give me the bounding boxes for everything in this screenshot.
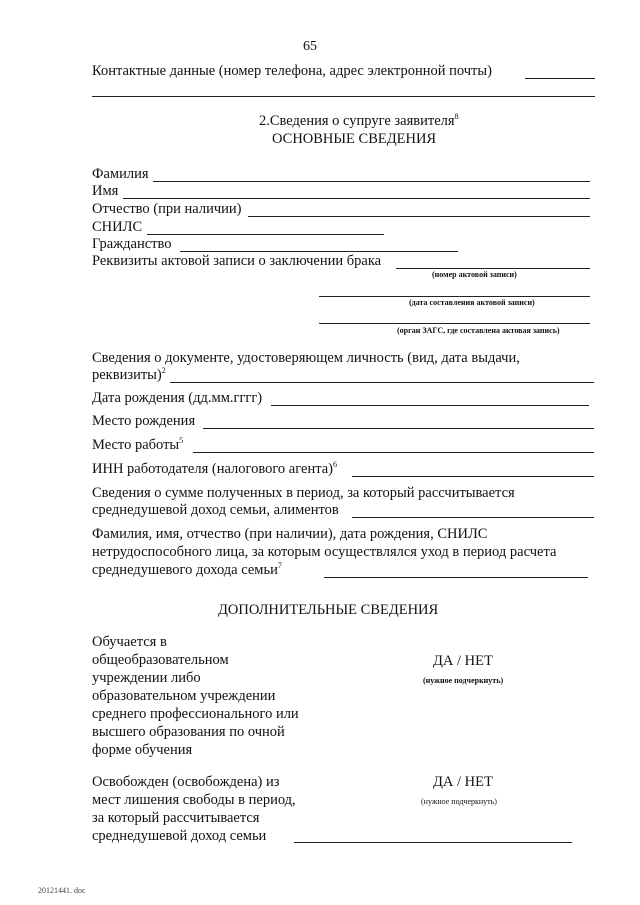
birth-place-label: Место рождения — [92, 413, 196, 429]
name-field[interactable] — [123, 198, 590, 199]
prison-line: среднедушевой доход семьи — [92, 828, 267, 844]
birth-date-field[interactable] — [271, 405, 589, 406]
workplace-field[interactable] — [193, 452, 594, 453]
section-title: 2.Сведения о супруге заявителя$^8$ — [259, 112, 459, 129]
snils-label: СНИЛС — [92, 219, 143, 235]
birth-date-label: Дата рождения (дд.мм.гггг) — [92, 390, 263, 406]
additional-heading: ДОПОЛНИТЕЛЬНЫЕ СВЕДЕНИЯ — [218, 602, 439, 618]
footer-filename: 20121441. doc — [38, 886, 86, 895]
name-label: Имя — [92, 183, 119, 199]
prison-line: Освобожден (освобождена) из — [92, 774, 280, 790]
basic-heading: ОСНОВНЫЕ СВЕДЕНИЯ — [272, 131, 437, 147]
care-label-2: нетрудоспособного лица, за которым осуществлялся уход в период расчета — [92, 544, 557, 560]
surname-field[interactable] — [153, 181, 590, 182]
employer-inn-field[interactable] — [352, 476, 594, 477]
care-label-1: Фамилия, имя, отчество (при наличии), дата рождения, СНИЛС — [92, 526, 488, 542]
patronymic-field[interactable] — [248, 216, 590, 217]
record-number-field[interactable] — [396, 268, 590, 269]
identity-doc-field[interactable] — [170, 382, 594, 383]
contact-label: Контактные данные (номер телефона, адрес электронной почты) — [92, 63, 492, 79]
study-line: образовательном учреждении — [92, 688, 276, 704]
identity-doc-label-1: Сведения о документе, удостоверяющем личность (вид, дата выдачи, — [92, 350, 520, 366]
prison-field[interactable] — [294, 842, 572, 843]
study-line: среднего профессионального или — [92, 706, 299, 722]
record-date-field[interactable] — [319, 296, 590, 297]
study-line: учреждении либо — [92, 670, 201, 686]
alimony-field[interactable] — [352, 517, 594, 518]
birth-place-field[interactable] — [203, 428, 594, 429]
identity-doc-label-2: реквизиты)$^2$ — [92, 366, 166, 383]
alimony-label-2: среднедушевой доход семьи, алиментов — [92, 502, 339, 518]
patronymic-label: Отчество (при наличии) — [92, 201, 242, 217]
contact-field-line-2[interactable] — [92, 96, 595, 97]
workplace-label: Место работы$^5$ — [92, 436, 184, 453]
study-answer[interactable]: ДА / НЕТ — [433, 653, 493, 669]
alimony-label-1: Сведения о сумме полученных в период, за который рассчитывается — [92, 485, 515, 501]
contact-field-line-1[interactable] — [525, 78, 595, 79]
record-number-hint: (номер актовой записи) — [432, 270, 517, 279]
marriage-record-label: Реквизиты актовой записи о заключении брака — [92, 253, 382, 269]
prison-hint: (нужное подчеркнуть) — [421, 797, 497, 806]
record-date-hint: (дата составления актовой записи) — [409, 298, 535, 307]
page-number: 65 — [303, 39, 317, 54]
study-line: высшего образования по очной — [92, 724, 285, 740]
record-authority-field[interactable] — [319, 323, 590, 324]
care-label-3: среднедушевого дохода семьи$^7$ — [92, 561, 282, 578]
employer-inn-label: ИНН работодателя (налогового агента)$^6$ — [92, 460, 337, 477]
care-field[interactable] — [324, 577, 588, 578]
snils-field[interactable] — [147, 234, 384, 235]
study-line: форме обучения — [92, 742, 193, 758]
study-line: Обучается в — [92, 634, 167, 650]
surname-label: Фамилия — [92, 166, 149, 182]
prison-answer[interactable]: ДА / НЕТ — [433, 774, 493, 790]
record-authority-hint: (орган ЗАГС, где составлена актовая запись) — [397, 326, 560, 335]
study-hint: (нужное подчеркнуть) — [423, 676, 504, 685]
citizenship-label: Гражданство — [92, 236, 172, 252]
citizenship-field[interactable] — [180, 251, 458, 252]
prison-line: мест лишения свободы в период, — [92, 792, 296, 808]
study-line: общеобразовательном — [92, 652, 229, 668]
prison-line: за который рассчитывается — [92, 810, 260, 826]
